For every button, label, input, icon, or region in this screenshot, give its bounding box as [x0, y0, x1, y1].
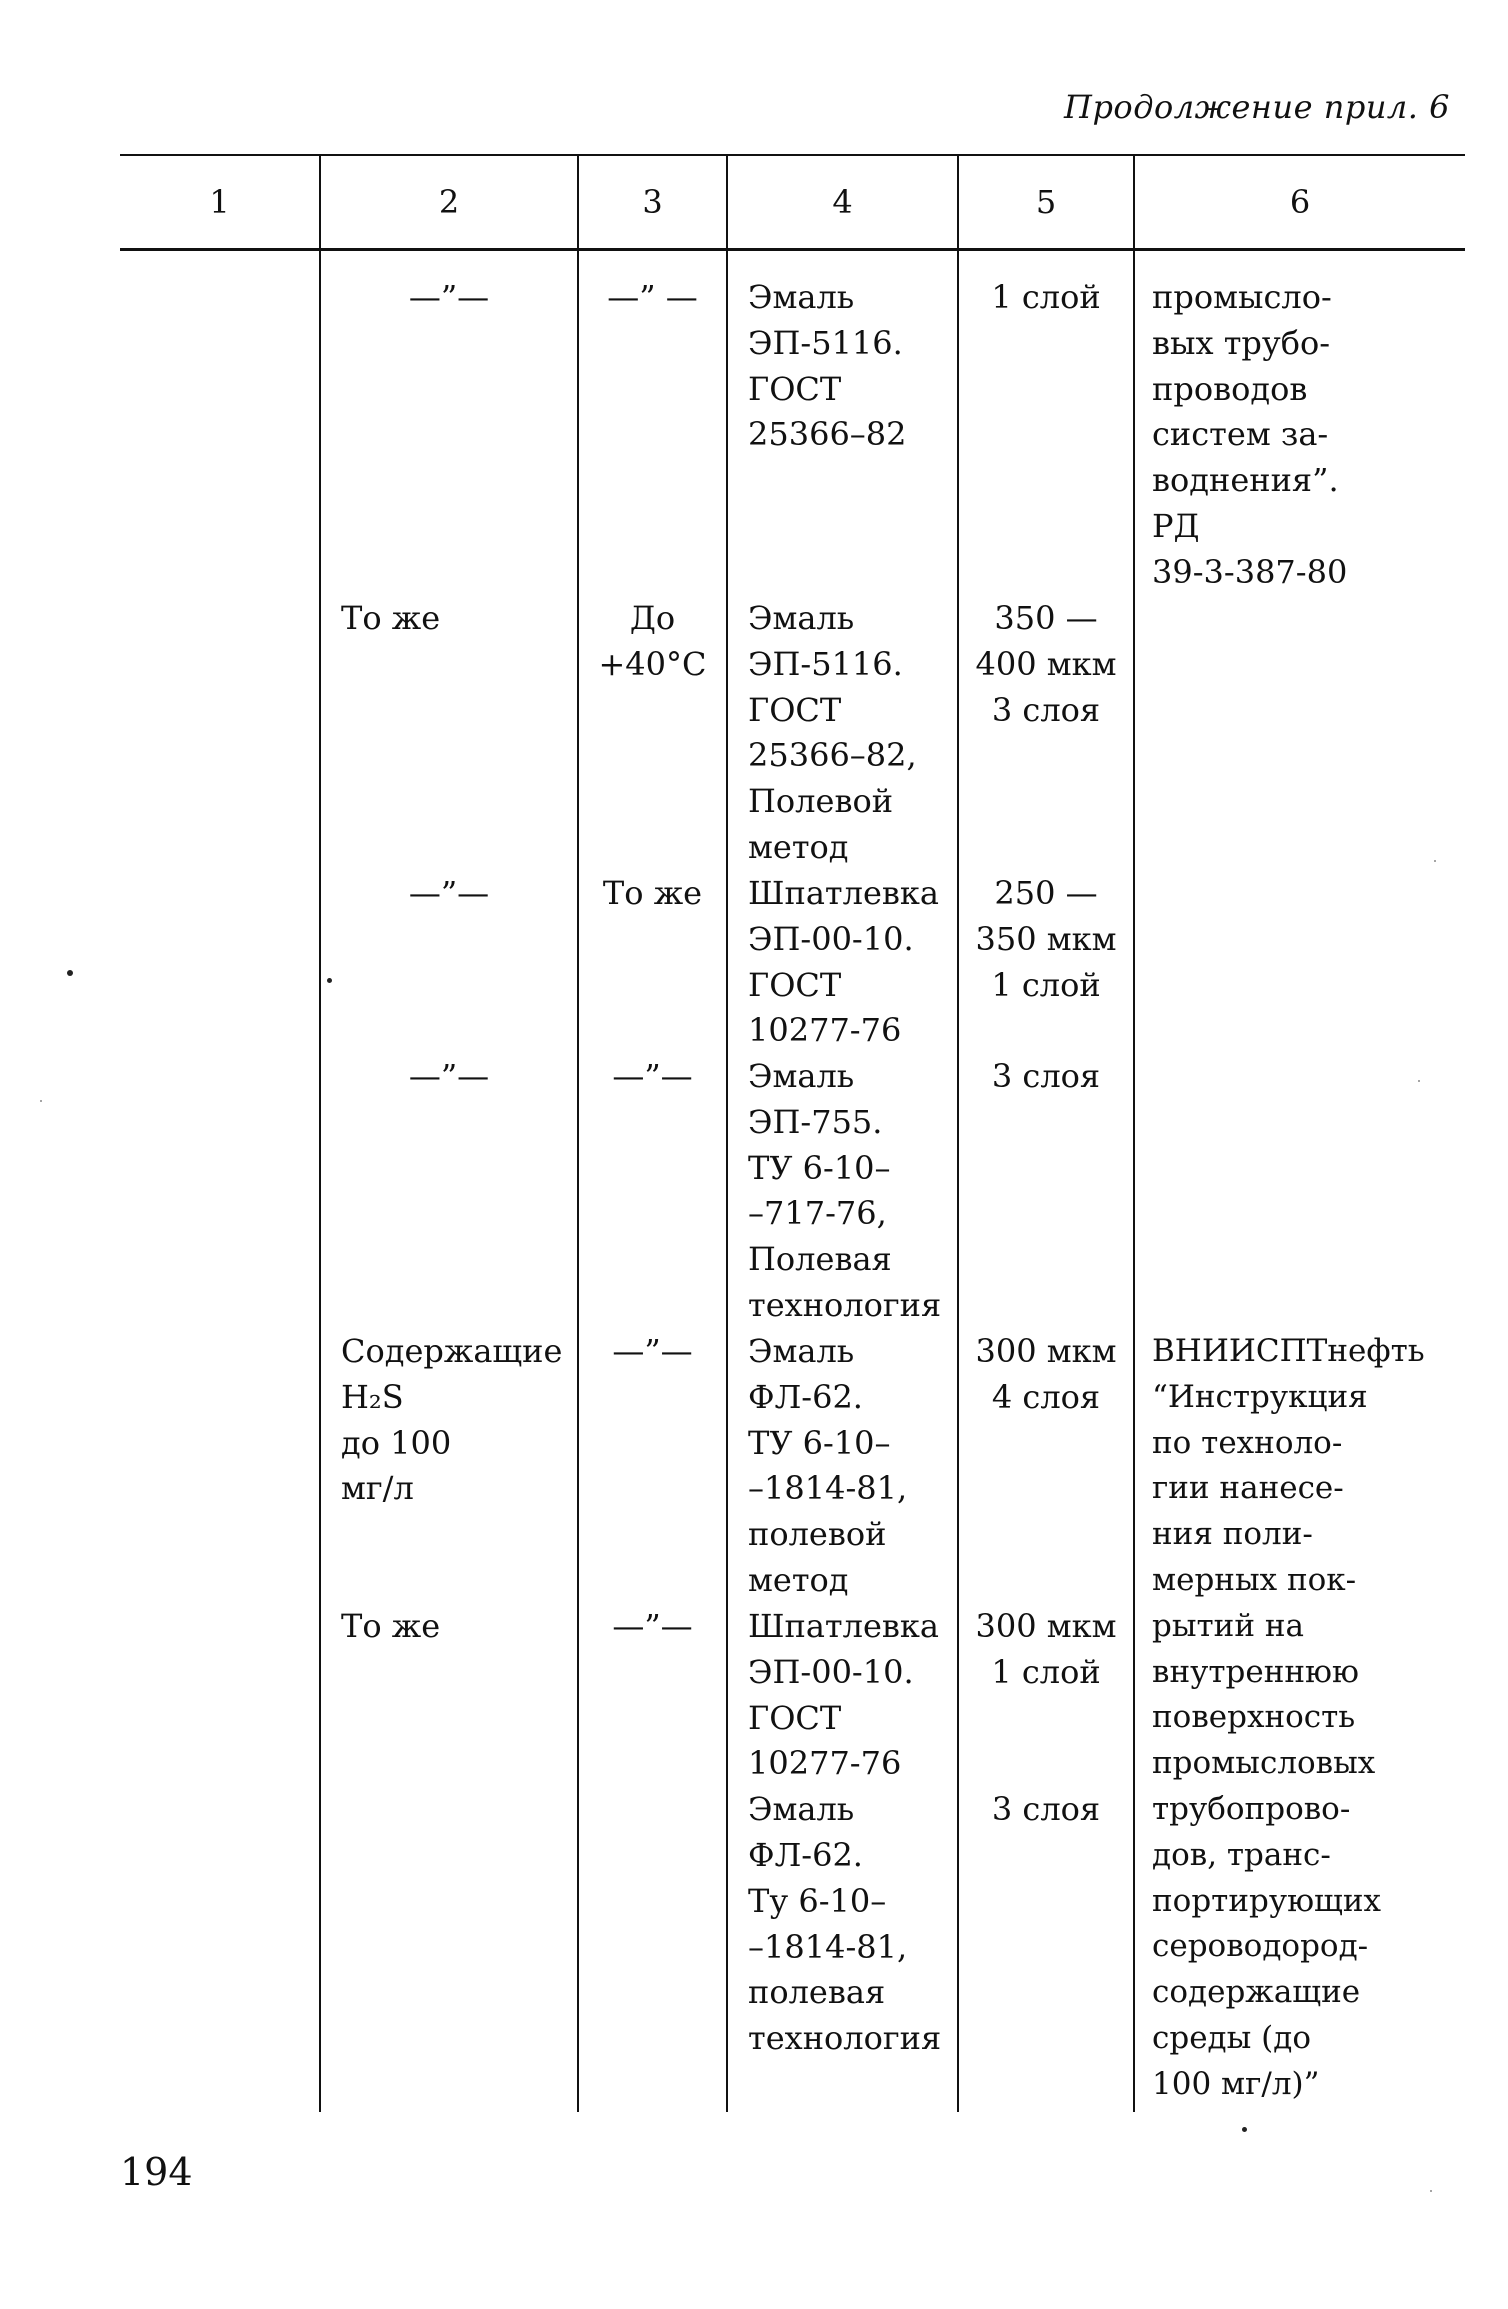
material-cell [748, 1604, 941, 2062]
medium-cell [341, 1329, 562, 1512]
cell-line: —”— [612, 1607, 693, 1645]
cell-line: –1814-81, [748, 1927, 908, 1966]
cell-line: Полевой [748, 782, 894, 821]
cell-line: Эмаль [748, 1332, 855, 1370]
scan-speck [40, 1100, 42, 1102]
cell-line: —”— [408, 874, 490, 912]
temperature-cell [579, 275, 726, 321]
cell-line: ЭП-755. [748, 1102, 883, 1141]
temperature-cell [579, 1329, 726, 1375]
cell-line: содержащие [1152, 1974, 1361, 2011]
cell-line: 300 мкм [975, 1607, 1117, 1645]
page-number: 194 [120, 2150, 193, 2194]
cell-line: 350 мкм [975, 919, 1117, 958]
cell-line: промысловых [1152, 1745, 1376, 1782]
cell-line: ния поли- [1152, 1516, 1313, 1553]
cell-line: портирующих [1152, 1882, 1382, 1919]
scan-speck [1418, 1080, 1420, 1082]
thickness-cell [959, 1787, 1133, 1833]
cell-line: воднения”. [1152, 461, 1339, 500]
cell-line: метод [748, 1560, 849, 1599]
cell-line: –1814-81, [748, 1469, 908, 1508]
cell-line: промысло- [1152, 278, 1332, 316]
cell-line: —”— [612, 1057, 693, 1095]
cell-line: ГОСТ [748, 690, 842, 729]
cell-line: ВНИИСПТнефть [1152, 1333, 1425, 1369]
page-heading: Продолжение прил. 6 [1064, 88, 1450, 126]
column-header-6: 6 [1289, 183, 1311, 221]
cell-line: Эмаль [748, 1057, 855, 1095]
scan-speck [1242, 2127, 1247, 2132]
material-cell [748, 1329, 907, 1604]
cell-line: полевой [748, 1515, 887, 1554]
table-top-rule [120, 154, 1465, 156]
cell-line: поверхность [1152, 1699, 1356, 1736]
material-cell [748, 871, 939, 1054]
column-divider [1133, 154, 1135, 2112]
cell-line: рытий на [1152, 1607, 1304, 1644]
column-divider [577, 154, 579, 2112]
material-cell [748, 1054, 941, 1329]
cell-line: 10277-76 [748, 1744, 902, 1783]
cell-line: проводов [1152, 369, 1308, 408]
column-header-3: 3 [642, 183, 663, 221]
cell-line: –717-76, [748, 1194, 887, 1233]
cell-line: РД [1152, 506, 1200, 545]
thickness-cell [959, 1329, 1133, 1421]
medium-cell [341, 1604, 440, 1650]
cell-line: 39-3-387-80 [1152, 552, 1348, 591]
cell-line: 3 слоя [991, 690, 1101, 729]
cell-line: среды (до [1152, 2019, 1312, 2056]
cell-line: ЭП-5116. [748, 644, 903, 683]
cell-line: “Инструкция [1152, 1378, 1368, 1415]
cell-line: ЭП-5116. [748, 323, 903, 362]
cell-line: 1 слой [991, 1652, 1101, 1691]
cell-line: —”— [612, 1332, 693, 1370]
cell-line: метод [748, 827, 849, 866]
medium-cell [321, 1054, 577, 1100]
cell-line: ФЛ-62. [748, 1377, 863, 1416]
cell-line: Содержащие [341, 1332, 563, 1370]
thickness-cell [959, 1604, 1133, 1696]
cell-line: 300 мкм [975, 1332, 1117, 1370]
temperature-cell [579, 596, 726, 688]
cell-line: Шпатлевка [748, 1607, 939, 1645]
column-header-2: 2 [438, 183, 460, 221]
cell-line: 250 — [994, 874, 1098, 912]
cell-line: ФЛ-62. [748, 1835, 863, 1874]
cell-line: 4 слоя [991, 1377, 1101, 1416]
cell-line: 10277-76 [748, 1011, 902, 1050]
cell-line: То же [602, 874, 703, 912]
cell-line: Ту 6-10– [748, 1881, 887, 1920]
material-cell [748, 275, 907, 458]
cell-line: 25366–82, [748, 736, 917, 775]
cell-line: 3 слоя [991, 1057, 1101, 1095]
cell-line: ТУ 6-10– [748, 1423, 891, 1462]
cell-line: мерных пок- [1152, 1561, 1357, 1598]
cell-line: ГОСТ [748, 369, 842, 408]
cell-line: 1 слой [991, 278, 1101, 316]
cell-line: 1 слой [991, 965, 1101, 1004]
cell-line: до 100 [341, 1423, 452, 1462]
cell-line: ТУ 6-10– [748, 1148, 891, 1187]
cell-line: трубопрово- [1152, 1790, 1351, 1827]
medium-cell [321, 871, 577, 917]
temperature-cell [579, 1054, 726, 1100]
scan-speck [67, 970, 73, 976]
cell-line: дов, транс- [1152, 1836, 1331, 1873]
reference-cell [1152, 275, 1347, 596]
table-header-rule [120, 248, 1465, 251]
cell-line: —”— [408, 278, 490, 316]
medium-cell [321, 275, 577, 321]
cell-line: по техноло- [1152, 1424, 1343, 1461]
cell-line: То же [341, 599, 441, 637]
medium-cell [341, 596, 440, 642]
cell-line: 25366–82 [748, 415, 907, 454]
thickness-cell [959, 596, 1133, 733]
cell-line: Эмаль [748, 278, 855, 316]
cell-line: ЭП-00-10. [748, 1652, 914, 1691]
column-header-5: 5 [1035, 183, 1057, 221]
cell-line: До [629, 599, 676, 637]
column-header-4: 4 [832, 183, 853, 221]
thickness-cell [959, 1054, 1133, 1100]
cell-line: мг/л [341, 1469, 414, 1508]
thickness-cell [959, 871, 1133, 1008]
scan-speck [1430, 2190, 1432, 2192]
cell-line: внутреннюю [1152, 1653, 1359, 1690]
cell-line: То же [341, 1607, 441, 1645]
thickness-cell [959, 275, 1133, 321]
cell-line: систем за- [1152, 415, 1329, 454]
cell-line: 100 мг/л)” [1152, 2065, 1320, 2102]
cell-line: ГОСТ [748, 965, 842, 1004]
temperature-cell [579, 871, 726, 917]
cell-line: технология [748, 2019, 942, 2058]
cell-line: 3 слоя [991, 1790, 1101, 1828]
cell-line: +40°С [598, 644, 707, 683]
cell-line: H₂S [341, 1377, 404, 1416]
cell-line: сероводород- [1152, 1928, 1369, 1965]
cell-line: —” — [607, 278, 698, 316]
column-header-1: 1 [209, 183, 230, 221]
reference-cell [1152, 1329, 1425, 2108]
cell-line: 400 мкм [975, 644, 1117, 683]
cell-line: полевая [748, 1973, 886, 2012]
scan-speck [327, 978, 332, 983]
scan-speck [1434, 860, 1436, 862]
cell-line: гии нанесе- [1152, 1470, 1344, 1507]
cell-line: Шпатлевка [748, 874, 939, 912]
cell-line: ЭП-00-10. [748, 919, 914, 958]
cell-line: ГОСТ [748, 1698, 842, 1737]
material-cell [748, 596, 917, 871]
cell-line: вых трубо- [1152, 323, 1331, 362]
cell-line: Эмаль [748, 1790, 855, 1829]
cell-line: Эмаль [748, 599, 855, 637]
column-divider [319, 154, 321, 2112]
temperature-cell [579, 1604, 726, 1650]
cell-line: —”— [408, 1057, 490, 1095]
cell-line: Полевая [748, 1240, 892, 1279]
cell-line: 350 — [994, 599, 1098, 637]
column-divider [726, 154, 728, 2112]
cell-line: технология [748, 1285, 942, 1324]
